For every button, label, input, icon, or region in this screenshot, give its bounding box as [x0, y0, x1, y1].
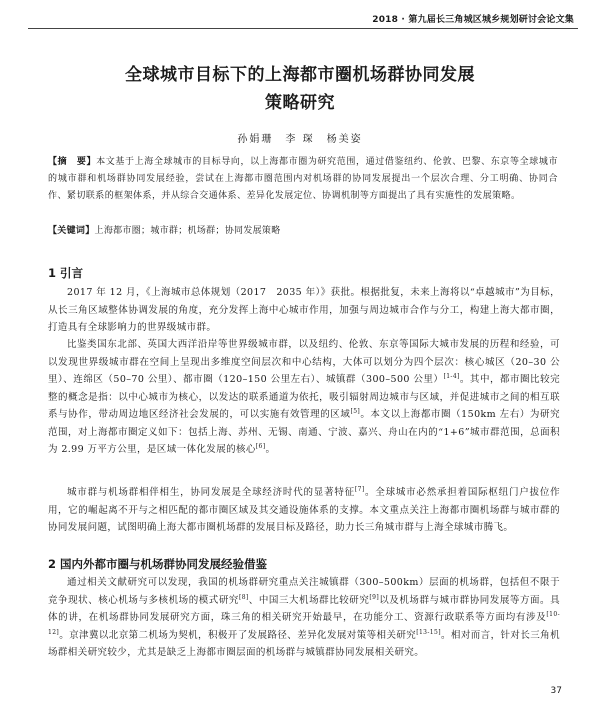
- running-header-text: 2018 · 第九届长三角城区城乡规划研讨会论文集: [372, 15, 574, 25]
- citation: [8]: [238, 593, 249, 601]
- s2-p1-text-e: 。相对而言，针对长三角机场群相关研究较少，尤其是缺乏上海都市圈层面的机场群与城镇群协同发展相关研究。: [48, 629, 560, 658]
- citation: [10-12]: [48, 610, 560, 636]
- citation: [6]: [255, 442, 266, 450]
- citation: [5]: [350, 407, 361, 415]
- abstract: [48, 154, 558, 205]
- section-1-heading: 1 引言: [48, 266, 84, 280]
- abstract-text: 本文基于上海全球城市的目标导向，以上海都市圈为研究范围，通过借鉴纽约、伦敦、巴黎、东京等全球城市的城市群和机场群协同发展经验，尝试在上海都市圈范围内对机场群的协同发展提出一个层次合理、分工明确、协同合作、紧切联系的框架体系，并从综合交通体系、差异化发展定位、协调机制等方面提出了具有实施性的发展策略。: [48, 157, 558, 201]
- section-2-paragraph-1: [48, 574, 560, 662]
- abstract-label: 【摘 要】: [48, 157, 97, 167]
- s2-p1-text-d: 。京津冀以北京第二机场为契机，积极开了发展路径、差异化发展对策等相关研究: [59, 629, 417, 641]
- s1-p2-text-c: 。本文以上海都市圈（150km 左右）为研究范围，对上海都市圈定义如下：包括上海、苏州、无锡、南通、宁波、嘉兴、舟山在内的“1+6”城市群范围，总面积为 2.99 万平方公里，是区域一体化发展的核心: [48, 409, 560, 455]
- s2-p1-text-a: 通过相关文献研究可以发现，我国的机场群研究重点关注城镇群（300–500km）层面的机场群，包括但不限于竞争现状、核心机场与多核机场的模式研究: [48, 577, 560, 606]
- section-1-paragraph-2: [48, 336, 560, 459]
- title-line-2: 策略研究: [265, 93, 335, 113]
- s1-p3-text-b: 。全球城市必然承担着国际枢纽门户拔位作用，它的崛起离不开与之相匹配的都市圈区域及其交通设施体系的支撑。本文重点关注上海都市圈机场群与城市群的协同发展问题，试图明确上海大都市圈机场群的发展目标及路径，助力长三角城市群与上海全球城市腾飞。: [48, 487, 560, 533]
- section-1-paragraph-1: 2017 年 12 月，《上海城市总体规划（2017 2035 年）》获批。根据批复，未来上海将以“卓越城市”为目标，从长三角区域整体协调发展的角度，充分发挥上海中心城市作用，加强与周边城市合作与分工，构建上海大都市圈，打造具有全球影响力的世界级城市群。: [48, 287, 560, 333]
- s2-p1-text-c: 以及机场群与城市群协同发展等方面。具体的讲，在机场群协同发展研究方面，珠三角的相关研究开始最早，在功能分工、资源行政联系等方面均有涉及: [48, 594, 560, 623]
- keywords-label: 【关键词】: [48, 226, 95, 236]
- s2-p1-text-b: 、中国三大机场群比较研究: [248, 594, 370, 606]
- s1-p2-text-b: 。其中，都市圈比较完整的概念是指：以中心城市为核心，以发达的联系通道为依托，吸引辐射周边城市与区域，并促进城市之间的相互联系与协作，带动周边地区经济社会发展的，可以实施有效管理的区域: [48, 374, 560, 420]
- s1-p3-text-a: 城市群与机场群相伴相生，协同发展是全球经济时代的显著特征: [67, 487, 355, 498]
- title-line-1: 全球城市目标下的上海都市圈机场群协同发展: [125, 65, 475, 85]
- running-header: [28, 12, 578, 29]
- keywords-text: 上海都市圈；城市群；机场群；协同发展策略: [94, 226, 281, 236]
- s1-p2-text-a: 比鉴类国东北部、英国大西洋沿岸等世界级城市群，以及纽约、伦敦、东京等国际大城市发展的历程和经验，可以发现世界级城市群在空间上呈现出多维度空间层次和中心结构，大体可以划分为四个层次：核心城区（20–30 公里）、连绵区（50–70 公里）、都市圈（120–150 公里左右）、城镇群（300–500 公里）: [48, 339, 560, 385]
- keywords: [48, 223, 558, 240]
- section-1-paragraph-3: [48, 484, 560, 537]
- section-2-heading: 2 国内外都市圈与机场群协同发展经验借鉴: [48, 557, 268, 571]
- authors: 孙娟珊 李 琛 杨美姿: [237, 134, 363, 145]
- citation: [7]: [354, 485, 365, 493]
- page-number: 37: [550, 686, 562, 696]
- citation: [9]: [369, 593, 380, 601]
- citation: [13-15]: [416, 628, 441, 636]
- citation: [1-4]: [443, 372, 460, 380]
- s1-p2-text-d: 。: [265, 444, 276, 455]
